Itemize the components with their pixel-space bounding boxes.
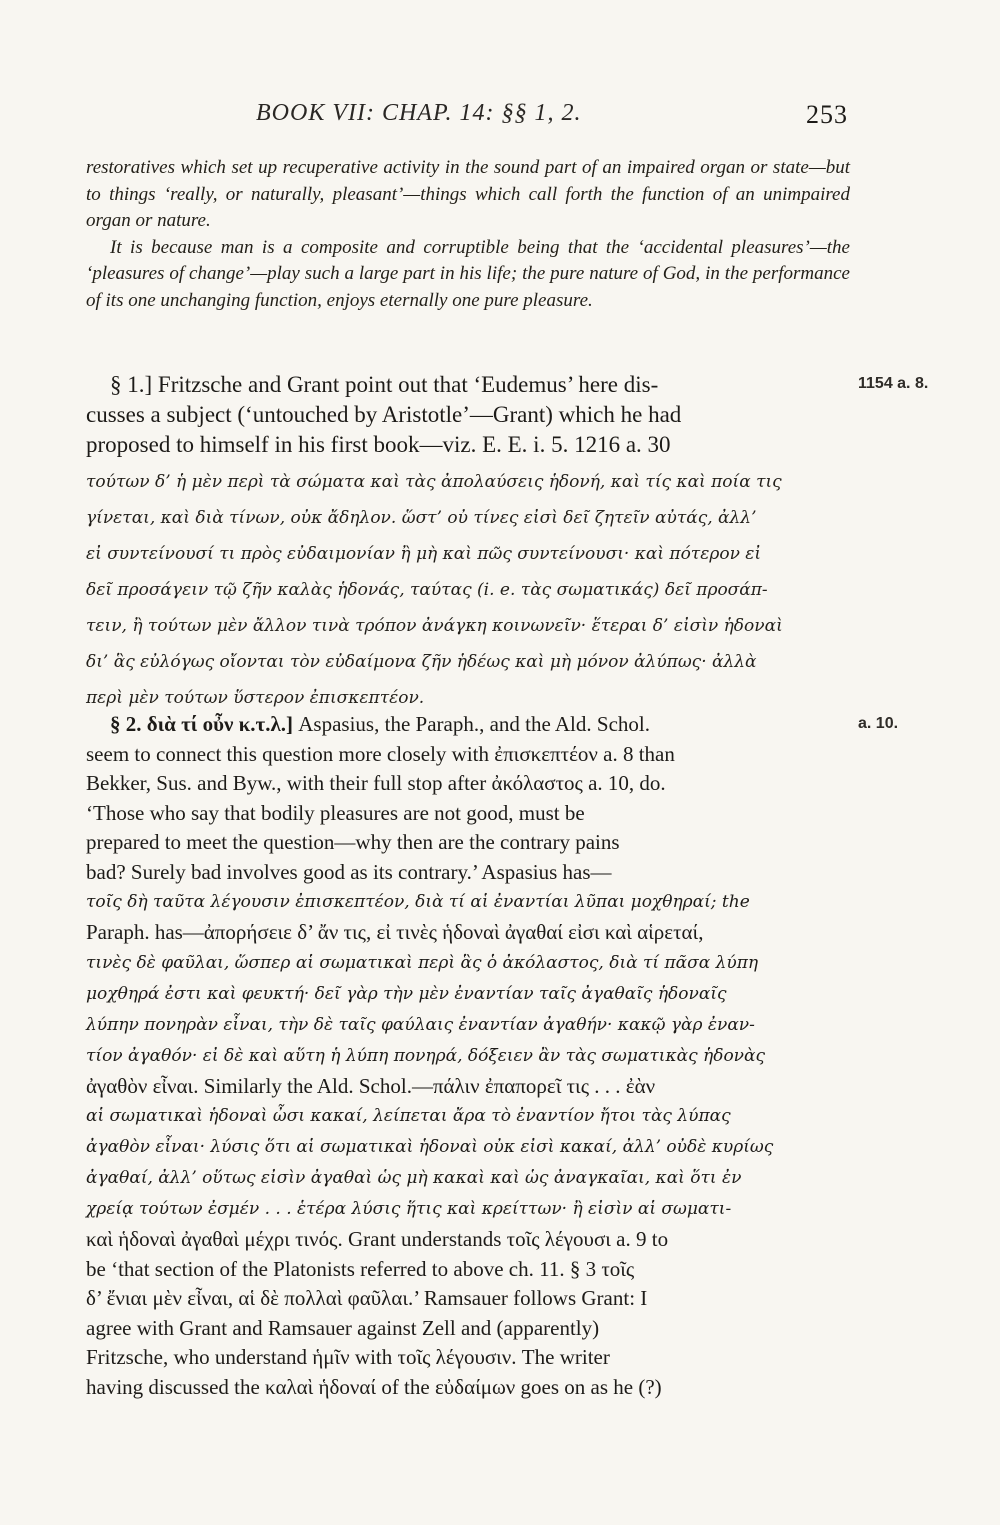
section-2-line: bad? Surely bad involves good as its contrary.’ Aspasius has—: [86, 859, 612, 884]
greek-line: δεῖ προσάγειν τῷ ζῆν καλὰς ἡδονάς, ταύτας (i. e. τὰς σωματικάς) δεῖ προσάπ-: [86, 580, 768, 600]
section-2-text: Aspasius, the Paraph., and the Ald. Schol.: [298, 712, 650, 736]
page-header: [88, 100, 848, 136]
intro-italic-block: [86, 155, 850, 314]
margin-ref-section-2: a. 10.: [858, 715, 899, 732]
section-2-line: τοῖς δὴ ταῦτα λέγουσιν ἐπισκεπτέον, διὰ τί αἱ ἐναντίαι λῦπαι μοχθηραί; the: [86, 892, 750, 912]
section-2-line: be ‘that section of the Platonists referred to above ch. 11. § 3 τοῖς: [86, 1256, 635, 1281]
section-1-greek-quote: [86, 464, 852, 716]
section-2-line: λύπην πονηρὰν εἶναι, τὴν δὲ ταῖς φαύλαις ἐναντίαν ἀγαθήν· κακῷ γὰρ ἐναν-: [86, 1014, 755, 1035]
section-2-line: ἀγαθὸν εἶναι· λύσις ὅτι αἱ σωματικαὶ ἡδοναὶ οὐκ εἰσὶ κακαί, ἀλλ’ οὐδὲ κυρίως: [86, 1137, 774, 1157]
greek-line: τούτων δ’ ἡ μὲν περὶ τὰ σώματα καὶ τὰς ἀπολαύσεις ἡδονή, καὶ τίς καὶ ποία τις: [86, 472, 782, 492]
section-2-line: τινὲς δὲ φαῦλαι, ὥσπερ αἱ σωματικαὶ περὶ ἃς ὁ ἀκόλαστος, διὰ τί πᾶσα λύπη: [86, 952, 759, 973]
section-2-line: ‘Those who say that bodily pleasures are not good, must be: [86, 800, 585, 825]
greek-line: περὶ μὲν τούτων ὕστερον ἐπισκεπτέον.: [86, 688, 425, 708]
section-2-line: τίον ἀγαθόν· εἰ δὲ καὶ αὕτη ἡ λύπη πονηρά, δόξειεν ἂν τὰς σωματικὰς ἡδονὰς: [86, 1045, 766, 1066]
intro-paragraph-1: restoratives which set up recuperative activity in the sound part of an impaired organ or state—but to things ‘really, or naturally, pleasant’—things which call forth the function of an unimpaired organ or nature.: [86, 157, 850, 231]
section-2-marker: § 2. διὰ τί οὖν κ.τ.λ.]: [110, 712, 294, 736]
section-1-text: Fritzsche and Grant point out that ‘Eudemus’ here dis-: [157, 372, 659, 397]
section-1-line: [86, 370, 852, 400]
greek-line: τειν, ἢ τούτων μὲν ἄλλον τινὰ τρόπον ἀνάγκη κοινωνεῖν· ἕτεραι δ’ εἰσὶν ἡδοναὶ: [86, 616, 783, 636]
section-2-line: seem to connect this question more closely with ἐπισκεπτέον a. 8 than: [86, 741, 675, 766]
greek-line: γίνεται, καὶ διὰ τίνων, οὐκ ἄδηλον. ὥστ’ οὐ τίνες εἰσὶ δεῖ ζητεῖν αὐτάς, ἀλλ’: [86, 508, 757, 528]
section-2-line: καὶ ἡδοναὶ ἀγαθαὶ μέχρι τινός. Grant understands τοῖς λέγουσι a. 9 to: [86, 1227, 669, 1251]
section-2-line: Fritzsche, who understand ἡμῖν with τοῖς λέγουσιν. The writer: [86, 1345, 610, 1369]
greek-line: δι’ ἃς εὐλόγως οἴονται τὸν εὐδαίμονα ζῆν ἡδέως καὶ μὴ μόνον ἀλύπως· ἀλλὰ: [86, 652, 757, 672]
section-1-line: proposed to himself in his first book—viz. E. E. i. 5. 1216 a. 30: [86, 432, 671, 457]
section-2-line: μοχθηρά ἐστι καὶ φευκτή· δεῖ γὰρ τὴν μὲν ἐναντίαν ταῖς ἀγαθαῖς ἡδοναῖς: [86, 983, 727, 1004]
section-2-line: Bekker, Sus. and Byw., with their full stop after ἀκόλαστος a. 10, do.: [86, 771, 666, 795]
page-number: 253: [806, 100, 848, 129]
section-2-line: [86, 710, 852, 740]
intro-paragraph-2: It is because man is a composite and corruptible being that the ‘accidental pleasures’—the ‘pleasures of change’—play such a large part in his life; the pure nature of God, in the performance of its one unchanging function, enjoys eternally one pure pleasure.: [86, 236, 850, 311]
section-2-line: Paraph. has—ἀπορήσειε δ’ ἄν τις, εἰ τινὲς ἡδοναὶ ἀγαθαί εἰσι καὶ αἱρεταί,: [86, 920, 704, 944]
section-2-line: ἀγαθαί, ἀλλ’ οὕτως εἰσὶν ἀγαθαὶ ὡς μὴ κακαὶ καὶ ὡς ἀναγκαῖαι, καὶ ὅτι ἐν: [86, 1168, 742, 1188]
section-1-marker: § 1.]: [110, 372, 153, 397]
section-1-line: cusses a subject (‘untouched by Aristotle’—Grant) which he had: [86, 402, 682, 427]
margin-ref-section-1: 1154 a. 8.: [858, 375, 929, 392]
section-2-line: having discussed the καλαὶ ἡδοναί of the εὐδαίμων goes on as he (?): [86, 1374, 662, 1399]
section-2-line: αἱ σωματικαὶ ἡδοναὶ ὦσι κακαί, λείπεται ἄρα τὸ ἐναντίον ἤτοι τὰς λύπας: [86, 1106, 731, 1126]
running-head: BOOK VII: CHAP. 14: §§ 1, 2.: [256, 100, 582, 126]
section-2-line: χρείᾳ τούτων ἐσμέν . . . ἑτέρα λύσις ἥτις καὶ κρείττων· ἢ εἰσὶν αἱ σωματι-: [86, 1199, 732, 1219]
section-2: [86, 710, 852, 1402]
section-2-line: prepared to meet the question—why then are the contrary pains: [86, 830, 620, 854]
section-2-line: δ’ ἔνιαι μὲν εἶναι, αἱ δὲ πολλαὶ φαῦλαι.’ Ramsauer follows Grant: I: [86, 1286, 648, 1310]
greek-line: εἰ συντείνουσί τι πρὸς εὐδαιμονίαν ἢ μὴ καὶ πῶς συντείνουσι· καὶ πότερον εἰ: [86, 544, 762, 564]
section-1: [86, 370, 852, 716]
section-2-line: ἀγαθὸν εἶναι. Similarly the Ald. Schol.—πάλιν ἐπαπορεῖ τις . . . ἐὰν: [86, 1073, 656, 1098]
section-2-line: agree with Grant and Ramsauer against Zell and (apparently): [86, 1315, 600, 1340]
